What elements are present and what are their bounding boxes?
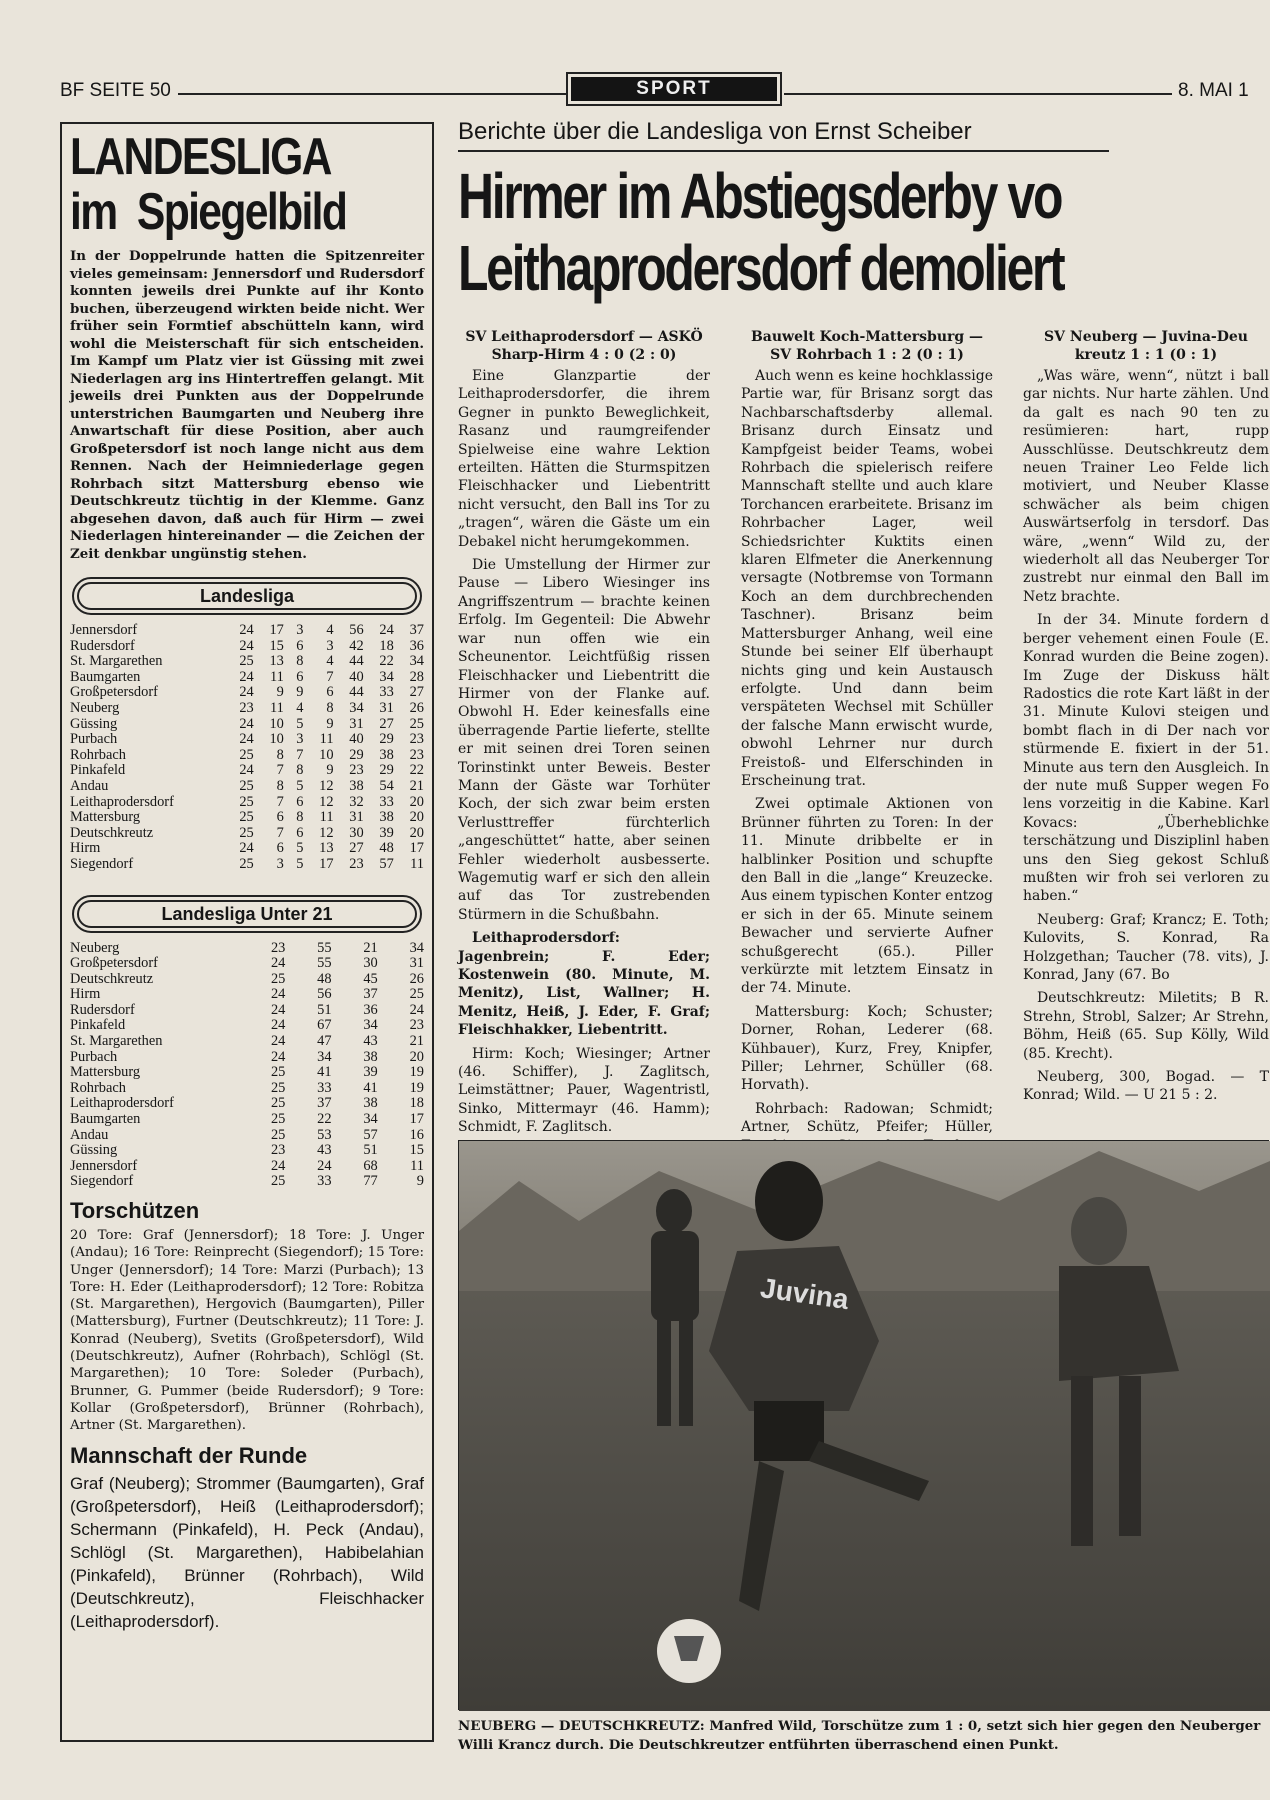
stat-cell: 25 <box>409 986 424 1003</box>
table2-row <box>70 1003 424 1019</box>
stat-cell: 29 <box>379 731 394 748</box>
stat-cell: 31 <box>409 955 424 972</box>
stat-cell: 22 <box>317 1111 332 1128</box>
stat-cell: 6 <box>276 840 284 857</box>
stat-cell: 38 <box>379 809 394 826</box>
table1-row <box>70 841 424 857</box>
stat-cell: 11 <box>319 809 334 826</box>
stat-cell: 38 <box>363 1048 378 1065</box>
stat-cell: 30 <box>363 955 378 972</box>
stat-cell: 24 <box>317 1157 332 1174</box>
page-number: BF SEITE 50 <box>60 80 171 101</box>
stat-cell: 40 <box>349 668 364 685</box>
stat-cell: 24 <box>239 637 254 654</box>
stat-cell: 4 <box>326 622 334 638</box>
stat-cell: 51 <box>317 1001 332 1018</box>
stat-cell: 6 <box>326 684 334 701</box>
team-name-cell: St. Margarethen <box>70 653 163 670</box>
stat-cell: 33 <box>379 684 394 701</box>
stat-cell: 23 <box>270 1142 286 1159</box>
table2-row <box>70 1174 424 1190</box>
stat-cell: 21 <box>409 777 424 794</box>
team-name-cell: Siegendorf <box>70 855 134 872</box>
match-photo-illustration <box>459 1141 1270 1711</box>
stat-cell: 29 <box>379 762 394 779</box>
stat-cell: 23 <box>270 939 286 956</box>
report3-heading: SV Neuberg — Juvina-Deu kreutz 1 : 1 (0 : 1) <box>1044 329 1248 363</box>
team-name-cell: Großpetersdorf <box>70 955 158 972</box>
stat-cell: 48 <box>317 970 332 987</box>
stat-cell: 25 <box>270 1064 286 1081</box>
report2-lineup-away: Rohrbach: Radowan; Schmidt; Artner, Schütz, Pfeifer; Hüller, <box>741 1100 993 1136</box>
stat-cell: 24 <box>409 1001 424 1018</box>
team-name-cell: Leithaprodersdorf <box>70 1095 174 1112</box>
stat-cell: 34 <box>349 699 364 716</box>
stat-cell: 30 <box>349 824 364 841</box>
report1-heading: SV Leithaprodersdorf — ASKÖ Sharp-Hirm 4 : 0 (2 : 0) <box>465 329 703 363</box>
stat-cell: 20 <box>409 824 424 841</box>
stat-cell: 38 <box>379 746 394 763</box>
stat-cell: 5 <box>296 715 304 732</box>
report3-lineup-away: Deutschkreutz: Miletits; B R. Strehn, Strobl, Salzer; Ar Strehn, Böhm, Heiß (65. Sup Kölly, Wild (85. Krecht). <box>1023 990 1269 1062</box>
table2-row <box>70 956 424 972</box>
stat-cell: 31 <box>349 809 364 826</box>
stat-cell: 9 <box>326 762 334 779</box>
stat-cell: 55 <box>317 955 332 972</box>
stat-cell: 24 <box>239 762 254 779</box>
landesliga-table <box>70 623 424 873</box>
table2-heading <box>72 895 422 933</box>
stat-cell: 17 <box>409 1111 424 1128</box>
table2-row <box>70 1081 424 1097</box>
stat-cell: 23 <box>349 762 364 779</box>
stat-cell: 24 <box>270 1033 286 1050</box>
stat-cell: 6 <box>276 809 284 826</box>
stat-cell: 8 <box>326 699 334 716</box>
stat-cell: 56 <box>317 986 332 1003</box>
stat-cell: 48 <box>379 840 394 857</box>
stat-cell: 8 <box>276 746 284 763</box>
stat-cell: 25 <box>239 746 254 763</box>
header-rule-left <box>178 93 568 95</box>
table2-row <box>70 1018 424 1034</box>
stat-cell: 18 <box>379 637 394 654</box>
stat-cell: 24 <box>239 731 254 748</box>
team-heading: Mannschaft der Runde <box>70 1442 308 1468</box>
table1-row <box>70 795 424 811</box>
team-name-cell: Hirm <box>70 986 101 1003</box>
stat-cell: 17 <box>409 840 424 857</box>
stat-cell: 23 <box>409 1017 424 1034</box>
table1-title: Landesliga <box>77 582 417 610</box>
scorers-heading: Torschützen <box>70 1198 200 1223</box>
stat-cell: 25 <box>270 1111 286 1128</box>
stat-cell: 7 <box>296 746 304 763</box>
table1-row <box>70 639 424 655</box>
table2-row <box>70 987 424 1003</box>
stat-cell: 24 <box>239 715 254 732</box>
stat-cell: 11 <box>410 1157 424 1174</box>
stat-cell: 45 <box>363 970 378 987</box>
stat-cell: 20 <box>409 793 424 810</box>
stat-cell: 44 <box>349 684 364 701</box>
stat-cell: 13 <box>269 653 284 670</box>
team-name-cell: Purbach <box>70 731 118 748</box>
stat-cell: 22 <box>379 653 394 670</box>
table1-row <box>70 717 424 733</box>
team-name-cell: Baumgarten <box>70 668 141 685</box>
stat-cell: 39 <box>363 1064 378 1081</box>
stat-cell: 11 <box>270 668 284 685</box>
stat-cell: 19 <box>409 1079 424 1096</box>
stat-cell: 25 <box>239 777 254 794</box>
stat-cell: 3 <box>296 731 304 748</box>
stat-cell: 55 <box>317 939 332 956</box>
photo-caption-line2: Willi Krancz durch. Die Deutschkreutzer entführten überraschend einen Punkt. <box>458 1737 1059 1753</box>
stat-cell: 27 <box>349 840 364 857</box>
team-name-cell: Mattersburg <box>70 809 141 826</box>
report-column-3 <box>1023 328 1269 1128</box>
stat-cell: 38 <box>363 1095 378 1112</box>
stat-cell: 37 <box>317 1095 332 1112</box>
stat-cell: 28 <box>409 668 424 685</box>
stat-cell: 39 <box>379 824 394 841</box>
stat-cell: 34 <box>363 1111 378 1128</box>
stat-cell: 27 <box>379 715 394 732</box>
table2-title: Landesliga Unter 21 <box>77 900 417 928</box>
team-name-cell: Andau <box>70 1126 109 1143</box>
team-name-cell: Leithaprodersdorf <box>70 793 174 810</box>
table2-row <box>70 1096 424 1112</box>
stat-cell: 16 <box>409 1126 424 1143</box>
table1-row <box>70 826 424 842</box>
team-name-cell: Neuberg <box>70 699 120 716</box>
stat-cell: 34 <box>379 668 394 685</box>
stat-cell: 24 <box>239 668 254 685</box>
table2-row <box>70 972 424 988</box>
stat-cell: 7 <box>276 762 284 779</box>
stat-cell: 23 <box>409 731 424 748</box>
stat-cell: 9 <box>326 715 334 732</box>
stat-cell: 57 <box>379 855 394 872</box>
stat-cell: 25 <box>270 970 286 987</box>
table2-row <box>70 1112 424 1128</box>
table1-row <box>70 779 424 795</box>
stat-cell: 21 <box>363 939 378 956</box>
match-photo <box>458 1140 1269 1710</box>
team-name-cell: Rudersdorf <box>70 1001 135 1018</box>
stat-cell: 17 <box>269 622 284 638</box>
stat-cell: 67 <box>317 1017 332 1034</box>
section-label: SPORT <box>571 77 777 101</box>
stat-cell: 51 <box>363 1142 378 1159</box>
stat-cell: 3 <box>326 637 334 654</box>
issue-date: 8. MAI 1 <box>1178 80 1249 101</box>
stat-cell: 11 <box>270 699 284 716</box>
sidebar-title-line1: LANDESLIGA <box>70 128 331 186</box>
table1-heading <box>72 577 422 615</box>
stat-cell: 15 <box>269 637 284 654</box>
stat-cell: 53 <box>317 1126 332 1143</box>
stat-cell: 41 <box>363 1079 378 1096</box>
table2-row <box>70 941 424 957</box>
team-name-cell: Großpetersdorf <box>70 684 158 701</box>
stat-cell: 32 <box>349 793 364 810</box>
stat-cell: 21 <box>409 1033 424 1050</box>
team-name-cell: Güssing <box>70 1142 118 1159</box>
team-name-cell: Güssing <box>70 715 118 732</box>
table1-row <box>70 857 424 873</box>
headline-line1: Hirmer im Abstiegsderby vo <box>458 160 1062 232</box>
team-name-cell: Mattersburg <box>70 1064 141 1081</box>
stat-cell: 23 <box>409 746 424 763</box>
stat-cell: 23 <box>239 699 254 716</box>
stat-cell: 20 <box>409 1048 424 1065</box>
table2-row <box>70 1034 424 1050</box>
stat-cell: 12 <box>319 777 334 794</box>
stat-cell: 29 <box>349 746 364 763</box>
stat-cell: 43 <box>363 1033 378 1050</box>
table1-row <box>70 701 424 717</box>
stat-cell: 12 <box>319 793 334 810</box>
stat-cell: 31 <box>349 715 364 732</box>
table1-row <box>70 670 424 686</box>
table1-row <box>70 654 424 670</box>
stat-cell: 31 <box>379 699 394 716</box>
team-name-cell: Neuberg <box>70 939 120 956</box>
stat-cell: 10 <box>269 731 284 748</box>
stat-cell: 24 <box>270 955 286 972</box>
photo-caption <box>458 1717 1269 1755</box>
stat-cell: 9 <box>416 1173 424 1190</box>
report3-lineup-home: Neuberg: Graf; Krancz; E. Toth; Kulovits, S. Konrad, Ra Holzgethan; Taucher (78. vits), J. Konrad, Jany (67. Bo <box>1023 911 1269 983</box>
stat-cell: 24 <box>270 1017 286 1034</box>
stat-cell: 36 <box>409 637 424 654</box>
scorers-text: 20 Tore: Graf (Jennersdorf); 18 Tore: J. Unger (Andau); 16 Tore: Reinprecht (Siegendorf); 15 Tore: Unger (Jennersdorf); 14 Tore: Marzi (Purbach); 13 Tore: H. Eder (Leithaprodersdorf); 12 Tore: Robitza (St. Margarethen), Hergovich (Baumgarten), Piller (Mattersburg), Furtner (Deutschkreutz); 11 Tore: J. Konrad (Neuberg), Svetits (Großpetersdorf), Wild (Deutschkreutz), Aufner (Rohrbach), Schlögl (St. Margarethen); 10 Tore: Soleder (Purbach), Brunner, G. Pummer (beide Rudersdorf); 9 Tore: Kollar (Großpetersdorf), Brünner (Rohrbach), Artner (St. Margarethen). <box>70 1228 424 1434</box>
stat-cell: 15 <box>409 1142 424 1159</box>
report2-heading: Bauwelt Koch-Mattersburg — SV Rohrbach 1 : 2 (0 : 1) <box>750 329 984 363</box>
team-name-cell: Baumgarten <box>70 1111 141 1128</box>
team-name-cell: Deutschkreutz <box>70 824 154 841</box>
stat-cell: 77 <box>363 1173 378 1190</box>
stat-cell: 25 <box>239 653 254 670</box>
stat-cell: 8 <box>296 653 304 670</box>
stat-cell: 47 <box>317 1033 332 1050</box>
team-name-cell: Pinkafeld <box>70 762 126 779</box>
stat-cell: 3 <box>296 622 304 638</box>
report1-para2: Die Umstellung der Hirmer zur Pause — Libero Wiesinger ins Angriffszentrum — brachte keinen Erfolg. Im Gegenteil: Die Abwehr war nun offen wie ein Scheunentor. Leichtfüßig rissen Fleischhacker und Liebentritt die Hirmer von der Flanke auf. Obwohl H. Eder keinesfalls eine überragende Partie lieferte, stellte er mit seinen drei Toren seinen Torinstinkt unter Beweis. Bester Mann der Gäste war Torhüter Koch, der sich zwar beim ersten Verlusttreffer fürchterlich „angeschüttet“ hatte, aber seinen Fehler wiederholt ausbesserte. Wagemutig warf er sich den allein auf das Tor zustrebenden Stürmern in die Schußbahn. <box>458 557 710 923</box>
stat-cell: 19 <box>409 1064 424 1081</box>
stat-cell: 18 <box>409 1095 424 1112</box>
stat-cell: 13 <box>319 840 334 857</box>
team-name-cell: Deutschkreutz <box>70 970 154 987</box>
stat-cell: 33 <box>317 1079 332 1096</box>
stat-cell: 33 <box>379 793 394 810</box>
stat-cell: 24 <box>270 986 286 1003</box>
table2-row <box>70 1065 424 1081</box>
stat-cell: 24 <box>270 1157 286 1174</box>
section-badge <box>566 72 782 106</box>
stat-cell: 8 <box>276 777 284 794</box>
jersey-text: Juvina <box>758 1272 851 1316</box>
headline-line2: Leithaprodersdorf demoliert <box>458 232 1064 304</box>
stat-cell: 25 <box>239 809 254 826</box>
stat-cell: 17 <box>319 855 334 872</box>
stat-cell: 25 <box>270 1126 286 1143</box>
stat-cell: 8 <box>296 809 304 826</box>
table2-row <box>70 1128 424 1144</box>
team-name-cell: Andau <box>70 777 109 794</box>
stat-cell: 56 <box>349 622 364 638</box>
team-name-cell: Purbach <box>70 1048 118 1065</box>
stat-cell: 11 <box>319 731 334 748</box>
stat-cell: 44 <box>349 653 364 670</box>
report3-result: Neuberg, 300, Bogad. — T Konrad; Wild. — U 21 5 : 2. <box>1023 1069 1269 1104</box>
stat-cell: 9 <box>296 684 304 701</box>
report2-para2: Zwei optimale Aktionen von Brünner führten zu Toren: In der 11. Minute dribbelte er in halblinker Position und schupfte den Ball in die „lange“ Kreuzecke. Aus einem typischen Konter entzog er sich in der 65. Minute seinem Bewacher und servierte Aufner schußgerecht (65.). Piller verkürzte mit letztem Einsatz in der 74. Minute. <box>741 796 993 997</box>
stat-cell: 25 <box>270 1079 286 1096</box>
stat-cell: 25 <box>270 1095 286 1112</box>
table2-row <box>70 1143 424 1159</box>
header-rule-right <box>784 93 1172 95</box>
stat-cell: 5 <box>296 855 304 872</box>
stat-cell: 8 <box>296 762 304 779</box>
stat-cell: 7 <box>276 793 284 810</box>
stat-cell: 24 <box>239 840 254 857</box>
report2-para1: Auch wenn es keine hochklassige Partie war, für Brisanz sorgt das Nachbarschaftsderby allemal. Brisanz durch Einsatz und Kampfgeist beider Teams, wobei Rohrbach die spielerisch reifere Mannschaft stellte und auch klare Torchancen erarbeitete. Brisanz im Rohrbacher Lager, weil Schiedsrichter Kuktits einen klaren Elfmeter die Anerkennung versagte (Notbremse von Tormann Koch an dem durchbrechenden Taschner). Brisanz beim Mattersburger Anhang, weil eine Stunde bei seiner Elf überhaupt nichts ging und kein Austausch erfolgte. Und dann beim verspäteten Wechsel mit Schüller der falsche Mann erwischt wurde, obwohl Lehrner nur durch Freistoß- und Elferschinden in Erscheinung trat. <box>741 368 993 789</box>
report-column-1 <box>458 328 710 1136</box>
stat-cell: 33 <box>317 1173 332 1190</box>
stat-cell: 42 <box>349 637 364 654</box>
team-name-cell: St. Margarethen <box>70 1033 163 1050</box>
page-header <box>60 72 1269 112</box>
stat-cell: 34 <box>409 653 424 670</box>
stat-cell: 24 <box>239 622 254 638</box>
team-name-cell: Jennersdorf <box>70 1157 138 1174</box>
stat-cell: 34 <box>409 939 424 956</box>
stat-cell: 11 <box>410 855 424 872</box>
table1-row <box>70 685 424 701</box>
stat-cell: 10 <box>269 715 284 732</box>
stat-cell: 10 <box>319 746 334 763</box>
stat-cell: 27 <box>409 684 424 701</box>
report1-lineup-away: Hirm: Koch; Wiesinger; Artner (46. Schiffer), J. Zaglitsch, Leimstättner; Pauer, Wagentristl, Sinko, Mittermayr (46. Hamm); Schmidt, F. Zaglitsch. <box>458 1045 710 1136</box>
table2-row <box>70 1159 424 1175</box>
stat-cell: 26 <box>409 699 424 716</box>
stat-cell: 37 <box>409 622 424 638</box>
report3-para2: In der 34. Minute fordern d berger vehement einen Foule (E. Konrad wurden die Beine zogen). Im Zuge der Diskuss hält Radostics die rote Kart läßt in der 31. Minute Kulovi steigen und bombt flach in di Der nach vor stürmende E. fixiert in der 51. Minute aus tern den Ausgleich. In der nute muß Supper wegen Fo lens vorzeitig in die Kabine. Karl Kovacs: „Überheblichke terschätzung und Disziplinl haben uns den Sieg gekost Schluß mußten wir froh sei verloren zu haben.“ <box>1023 612 1269 905</box>
stat-cell: 38 <box>349 777 364 794</box>
sidebar-intro: In der Doppelrunde hatten die Spitzenreiter vieles gemeinsam: Jennersdorf und Rudersdorf konnten jeweils drei Punkte auf ihr Konto buchen, überzeugend wirkten beide nicht. Wer früher sein Formtief abschütteln kann, wird wohl die Meisterschaft für sich entscheiden. Im Kampf um Platz vier ist Güssing mit zwei Niederlagen arg ins Hintertreffen gelangt. Mit jeweils drei Punkten aus der Doppelrunde unterstrichen Baumgarten und Neuberg ihre Anwartschaft für diese Position, aber auch Großpetersdorf ist noch lange nicht aus dem Rennen. Nach der Heimniederlage gegen Rohrbach sitzt Mattersburg ebenso wie Deutschkreutz tüchtig in der Klemme. Ganz abgesehen davon, daß auch für Hirm — zwei Niederlagen hintereinander — die Zeichen der Zeit denkbar ungünstig stehen. <box>70 248 424 562</box>
team-text: Graf (Neuberg); Strommer (Baumgarten), Graf (Großpetersdorf), Heiß (Leithaprodersdorf); Schermann (Pinkafeld), H. Peck (Andau), Schlögl (St. Margarethen), Habibelahian (Pinkafeld), Brünner (Rohrbach), Wild (Deutschkreutz), Fleischhacker (Leithaprodersdorf). <box>70 1473 424 1631</box>
stat-cell: 6 <box>296 637 304 654</box>
stat-cell: 25 <box>239 855 254 872</box>
stat-cell: 6 <box>296 668 304 685</box>
table1-row <box>70 763 424 779</box>
table1-row <box>70 623 424 639</box>
stat-cell: 7 <box>326 668 334 685</box>
stat-cell: 24 <box>379 622 394 638</box>
team-name-cell: Jennersdorf <box>70 622 138 638</box>
stat-cell: 41 <box>317 1064 332 1081</box>
stat-cell: 54 <box>379 777 394 794</box>
stat-cell: 25 <box>409 715 424 732</box>
report2-lineup-home: Mattersburg: Koch; Schuster; Dorner, Rohan, Lederer (68. Kühbauer), Kurz, Frey, Knipfer, Piller; Lehrner, Schüller (68. Horvath). <box>741 1003 993 1094</box>
stat-cell: 25 <box>239 824 254 841</box>
sidebar-title-line2: im Spiegelbild <box>70 183 347 241</box>
stat-cell: 40 <box>349 731 364 748</box>
stat-cell: 7 <box>276 824 284 841</box>
report-column-2 <box>741 328 993 1136</box>
team-name-cell: Rohrbach <box>70 1079 126 1096</box>
report1-lineup-home: Leithaprodersdorf: Jagenbrein; F. Eder; Kostenwein (80. Minute, M. Menitz), List, Wallner; H. Menitz, Heiß, J. Eder, F. Graf; Fleischhakker, Liebentritt. <box>458 930 710 1039</box>
stat-cell: 4 <box>296 699 304 716</box>
table1-row <box>70 810 424 826</box>
stat-cell: 9 <box>276 684 284 701</box>
report1-para1: Eine Glanzpartie der Leithaprodersdorfer, die ihrem Gegner in punkto Beweglichkeit, Rasanz und raumgreifender Spielweise eine wahre Lektion erteilten. Hätten die Sturmspitzen Fleischhacker und Liebentritt nicht versucht, den Ball ins Tor zu „tragen“, wären die Gäste um ein Debakel nicht herumgekommen. <box>458 368 710 550</box>
stat-cell: 3 <box>276 855 284 872</box>
stat-cell: 24 <box>239 684 254 701</box>
stat-cell: 6 <box>296 824 304 841</box>
u21-table <box>70 941 424 1191</box>
stat-cell: 6 <box>296 793 304 810</box>
stat-cell: 26 <box>409 970 424 987</box>
team-name-cell: Rudersdorf <box>70 637 135 654</box>
team-name-cell: Siegendorf <box>70 1173 134 1190</box>
stat-cell: 57 <box>363 1126 378 1143</box>
stat-cell: 12 <box>319 824 334 841</box>
stat-cell: 25 <box>270 1173 286 1190</box>
stat-cell: 43 <box>317 1142 332 1159</box>
stat-cell: 5 <box>296 840 304 857</box>
table1-row <box>70 732 424 748</box>
stat-cell: 22 <box>409 762 424 779</box>
stat-cell: 25 <box>239 793 254 810</box>
stat-cell: 23 <box>349 855 364 872</box>
table2-row <box>70 1050 424 1066</box>
article-kicker: Berichte über die Landesliga von Ernst Scheiber <box>458 118 972 145</box>
stat-cell: 68 <box>363 1157 378 1174</box>
stat-cell: 36 <box>363 1001 378 1018</box>
stat-cell: 37 <box>363 986 378 1003</box>
stat-cell: 5 <box>296 777 304 794</box>
stat-cell: 24 <box>270 1001 286 1018</box>
stat-cell: 4 <box>326 653 334 670</box>
team-name-cell: Hirm <box>70 840 101 857</box>
sidebar-box <box>60 122 434 1742</box>
table1-row <box>70 748 424 764</box>
stat-cell: 24 <box>270 1048 286 1065</box>
stat-cell: 34 <box>363 1017 378 1034</box>
report3-para1: „Was wäre, wenn“, nützt i ball gar nichts. Nur harte zählen. Und da galt es nach 90 ten zu resümieren: hart, rupp Ausschlüsse. Deutschkreutz dem neuen Trainer Leo Felde lich motiviert, und Neuber Klasse schwächer als beim chigen Auswärtserfolg in tersdorf. Das wäre, „wenn“ Wild zu, der wiederholt all das Neuberger Tor zustrebt nur einmal den Ball im Netz brachte. <box>1023 368 1269 605</box>
article-headline <box>458 160 1269 304</box>
photo-caption-line1: NEUBERG — DEUTSCHKREUTZ: Manfred Wild, Torschütze zum 1 : 0, setzt sich hier gegen den Neuberger <box>458 1718 1261 1734</box>
stat-cell: 34 <box>317 1048 332 1065</box>
team-name-cell: Rohrbach <box>70 746 126 763</box>
team-name-cell: Pinkafeld <box>70 1017 126 1034</box>
stat-cell: 20 <box>409 809 424 826</box>
kicker-rule <box>458 150 1109 152</box>
